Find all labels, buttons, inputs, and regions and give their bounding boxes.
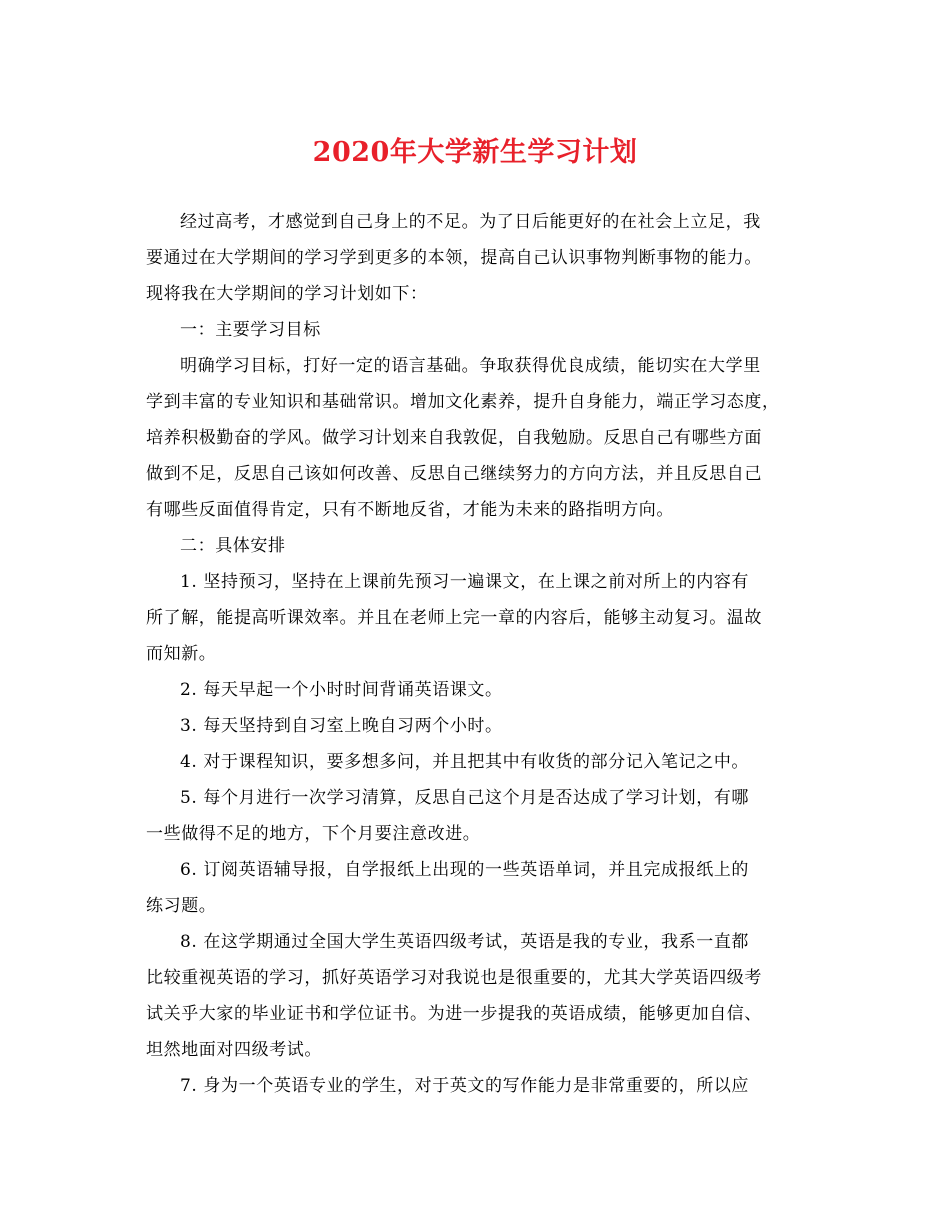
list-item-line: 试关乎大家的毕业证书和学位证书。为进一步提我的英语成绩，能够更加自信、 <box>146 1004 762 1024</box>
section-heading: 二：具体安排 <box>180 536 286 556</box>
list-item-line: 比较重视英语的学习，抓好英语学习对我说也是很重要的，尤其大学英语四级考 <box>146 968 762 988</box>
paragraph-line: 学到丰富的专业知识和基础常识。增加文化素养，提升自身能力，端正学习态度， <box>146 392 780 412</box>
list-item-line: 一些做得不足的地方，下个月要注意改进。 <box>146 824 481 844</box>
section-heading: 一：主要学习目标 <box>180 320 321 340</box>
paragraph-line: 有哪些反面值得肯定，只有不断地反省，才能为未来的路指明方向。 <box>146 500 674 520</box>
document-title: 2020年大学新生学习计划 <box>312 137 638 168</box>
list-item-line: 2. 每天早起一个小时时间背诵英语课文。 <box>180 680 503 700</box>
list-item-line: 3. 每天坚持到自习室上晚自习两个小时。 <box>180 716 503 736</box>
list-item-line: 8. 在这学期通过全国大学生英语四级考试，英语是我的专业，我系一直都 <box>180 932 750 952</box>
paragraph-line: 明确学习目标，打好一定的语言基础。争取获得优良成绩，能切实在大学里 <box>180 356 761 376</box>
list-item-line: 5. 每个月进行一次学习清算，反思自己这个月是否达成了学习计划，有哪 <box>180 788 750 808</box>
list-item-line: 坦然地面对四级考试。 <box>146 1040 322 1060</box>
list-item-line: 6. 订阅英语辅导报，自学报纸上出现的一些英语单词，并且完成报纸上的 <box>180 860 750 880</box>
list-item-line: 而知新。 <box>146 644 217 664</box>
list-item-line: 所了解，能提高听课效率。并且在老师上完一章的内容后，能够主动复习。温故 <box>146 608 762 628</box>
paragraph-line: 培养积极勤奋的学风。做学习计划来自我敦促，自我勉励。反思自己有哪些方面 <box>146 428 762 448</box>
paragraph-line: 现将我在大学期间的学习计划如下： <box>146 284 428 304</box>
list-item-line: 1. 坚持预习，坚持在上课前先预习一遍课文，在上课之前对所上的内容有 <box>180 572 750 592</box>
list-item-line: 练习题。 <box>146 896 217 916</box>
list-item-line: 4. 对于课程知识，要多想多问，并且把其中有收货的部分记入笔记之中。 <box>180 752 750 772</box>
paragraph-line: 经过高考，才感觉到自己身上的不足。为了日后能更好的在社会上立足，我 <box>180 212 761 232</box>
paragraph-line: 做到不足，反思自己该如何改善、反思自己继续努力的方向方法，并且反思自己 <box>146 464 762 484</box>
list-item-line: 7. 身为一个英语专业的学生，对于英文的写作能力是非常重要的，所以应 <box>180 1076 750 1096</box>
paragraph-line: 要通过在大学期间的学习学到更多的本领，提高自己认识事物判断事物的能力。 <box>146 248 762 268</box>
